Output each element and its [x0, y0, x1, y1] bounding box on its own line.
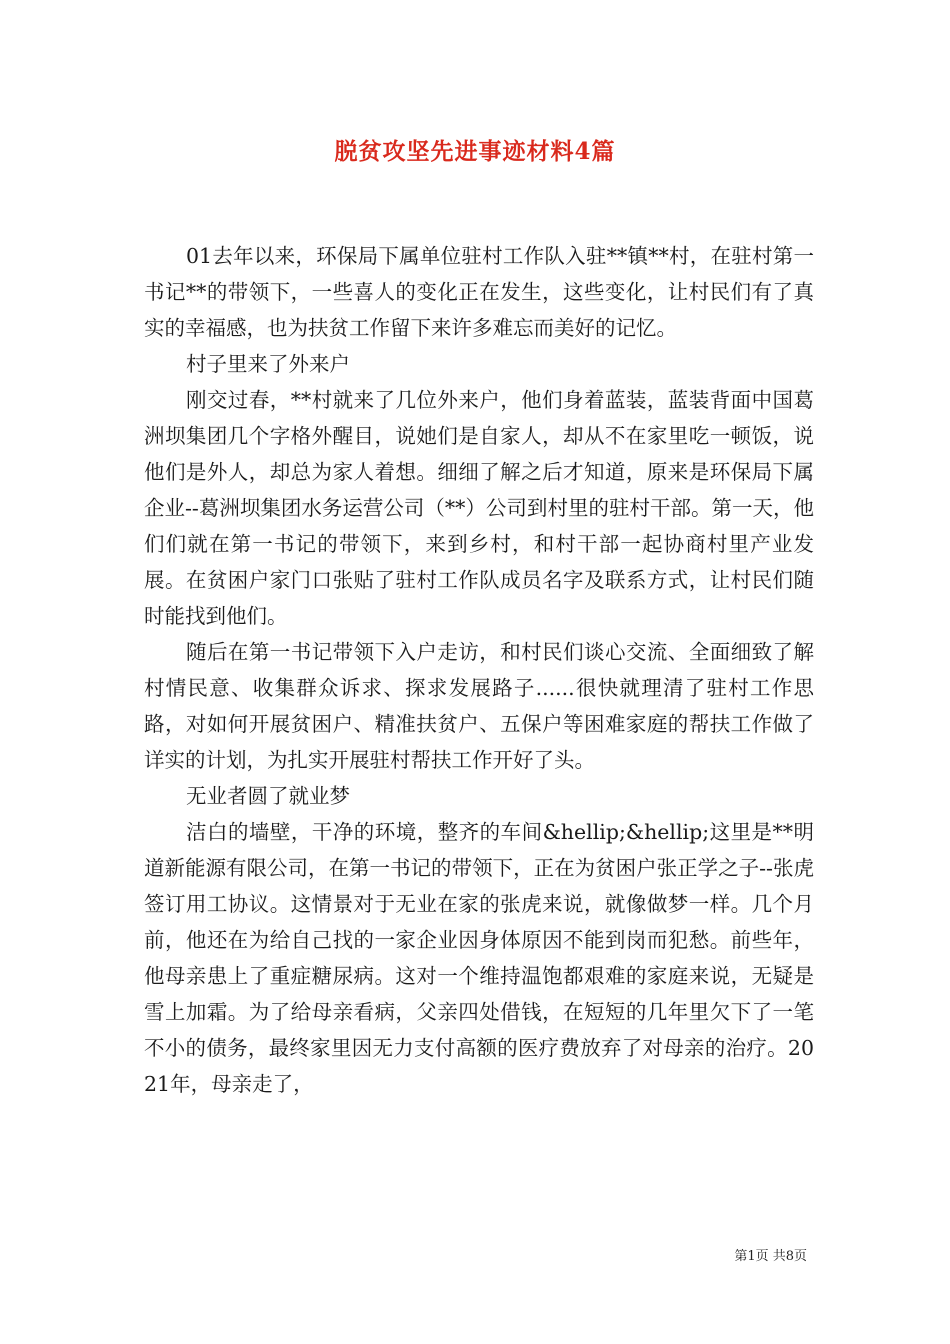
- paragraph-outsiders: 刚交过春，**村就来了几位外来户，他们身着蓝装，蓝装背面中国葛洲坝集团几个字格外醒目，说她们是自家人，却从不在家里吃一顿饭，说他们是外人，却总为家人着想。细细了解之后才知道，原来是环保局下属企业--葛洲坝集团水务运营公司（**）公司到村里的驻村干部。第一天，他们们就在第一书记的带领下，来到乡村，和村干部一起协商村里产业发展。在贫困户家门口张贴了驻村工作队成员名字及联系方式，让村民们随时能找到他们。: [144, 388, 814, 628]
- document-body: [144, 238, 814, 1102]
- paragraph-employment: 洁白的墙壁，干净的环境，整齐的车间&hellip;&hellip;这里是**明道新能源有限公司，在第一书记的带领下，正在为贫困户张正学之子--张虎签订用工协议。这情景对于无业在家的张虎来说，就像做梦一样。几个月前，他还在为给自己找的一家企业因身体原因不能到岗而犯愁。前些年，他母亲患上了重症糖尿病。这对一个维持温饱都艰难的家庭来说，无疑是雪上加霜。为了给母亲看病，父亲四处借钱，在短短的几年里欠下了一笔不小的债务，最终家里因无力支付高额的医疗费放弃了对母亲的治疗。2021年，母亲走了，: [144, 820, 814, 1096]
- section-heading-outsiders: 村子里来了外来户: [186, 352, 350, 376]
- paragraph-visits: 随后在第一书记带领下入户走访，和村民们谈心交流、全面细致了解村情民意、收集群众诉求、探求发展路子......很快就理清了驻村工作思路，对如何开展贫困户、精准扶贫户、五保户等困难家庭的帮扶工作做了详实的计划，为扎实开展驻村帮扶工作开好了头。: [144, 640, 814, 772]
- paragraph-intro: 01去年以来，环保局下属单位驻村工作队入驻**镇**村，在驻村第一书记**的带领下，一些喜人的变化正在发生，这些变化，让村民们有了真实的幸福感，也为扶贫工作留下来许多难忘而美好的记忆。: [144, 244, 814, 340]
- page-number: 第1页 共8页: [734, 1249, 807, 1264]
- document-title: 脱贫攻坚先进事迹材料4篇: [334, 138, 616, 165]
- section-heading-employment: 无业者圆了就业梦: [186, 784, 350, 808]
